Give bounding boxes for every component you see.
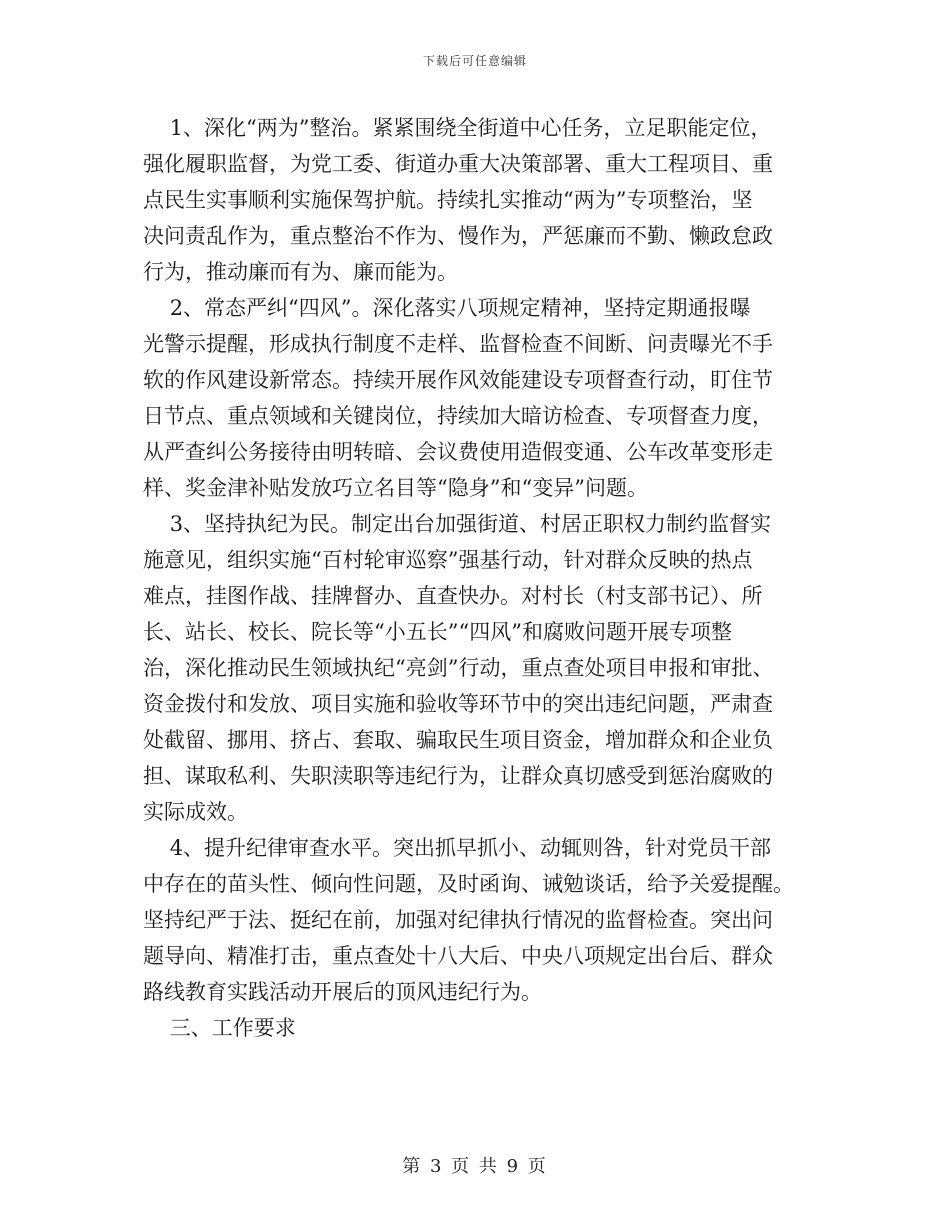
- paragraph: [143, 830, 825, 1010]
- paragraph-line: 施意见，组织实施“百村轮审巡察”强基行动，针对群众反映的热点: [143, 548, 753, 572]
- paragraph-line: 题导向、精准打击，重点查处十八大后、中央八项规定出台后、群众: [143, 944, 773, 968]
- paragraph-line: 点民生实事顺利实施保驾护航。持续扎实推动“两为”专项整治，坚: [143, 188, 753, 212]
- paragraph-line: 路线教育实践活动开展后的顶风违纪行为。: [143, 980, 542, 1004]
- paragraph-line: 3、坚持执纪为民。制定出台加强街道、村居正职权力制约监督实: [143, 512, 772, 536]
- paragraph-line: 坚持纪严于法、挺纪在前，加强对纪律执行情况的监督检查。突出问: [143, 908, 773, 932]
- paragraph-line: 中存在的苗头性、倾向性问题，及时函询、诫勉谈话，给予关爱提醒。: [143, 872, 794, 896]
- paragraph-line: 日节点、重点领域和关键岗位，持续加大暗访检查、专项督查力度，: [143, 404, 773, 428]
- paragraph-line: 治，深化推动民生领域执纪“亮剑”行动，重点查处项目申报和审批、: [143, 656, 774, 680]
- paragraph-line: 决问责乱作为，重点整治不作为、慢作为，严惩廉而不勤、懒政怠政: [143, 224, 773, 248]
- paragraph-line: 处截留、挪用、挤占、套取、骗取民生项目资金，增加群众和企业负: [143, 728, 773, 752]
- paragraph: [143, 110, 825, 290]
- paragraph-line: 1、深化“两为”整治。紧紧围绕全街道中心任务，立足职能定位，: [143, 116, 772, 140]
- paragraph-line: 三、工作要求: [143, 1016, 296, 1040]
- paragraph-line: 从严查纠公务接待由明转暗、会议费使用造假变通、公车改革变形走: [143, 440, 773, 464]
- paragraph: [143, 506, 825, 830]
- paragraph-line: 长、站长、校长、院长等“小五长”“四风”和腐败问题开展专项整: [143, 620, 732, 644]
- paragraph-line: 实际成效。: [143, 800, 248, 824]
- paragraph-line: 强化履职监督，为党工委、街道办重大决策部署、重大工程项目、重: [143, 152, 773, 176]
- paragraph-line: 行为，推动廉而有为、廉而能为。: [143, 260, 458, 284]
- paragraph-line: 4、提升纪律审查水平。突出抓早抓小、动辄则咎，针对党员干部: [143, 836, 772, 860]
- page-number: 第 3 页 共 9 页: [402, 1156, 548, 1177]
- paragraph-line: 软的作风建设新常态。持续开展作风效能建设专项督查行动，盯住节: [143, 368, 773, 392]
- paragraph-line: 担、谋取私利、失职渎职等违纪行为，让群众真切感受到惩治腐败的: [143, 764, 773, 788]
- paragraph-line: 光警示提醒，形成执行制度不走样、监督检查不间断、问责曝光不手: [143, 332, 773, 356]
- document-body: [143, 110, 825, 1046]
- paragraph-line: 资金拨付和发放、项目实施和验收等环节中的突出违纪问题，严肃查: [143, 692, 773, 716]
- paragraph-line: 2、常态严纠“四风”。深化落实八项规定精神，坚持定期通报曝: [143, 296, 751, 320]
- paragraph: [143, 290, 825, 506]
- page-header-note: 下载后可任意编辑: [422, 54, 527, 68]
- paragraph: [143, 1010, 825, 1046]
- paragraph-line: 样、奖金津补贴发放巧立名目等“隐身”和“变异”问题。: [143, 476, 648, 500]
- paragraph-line: 难点，挂图作战、挂牌督办、直查快办。对村长（村支部书记）、所: [143, 584, 763, 608]
